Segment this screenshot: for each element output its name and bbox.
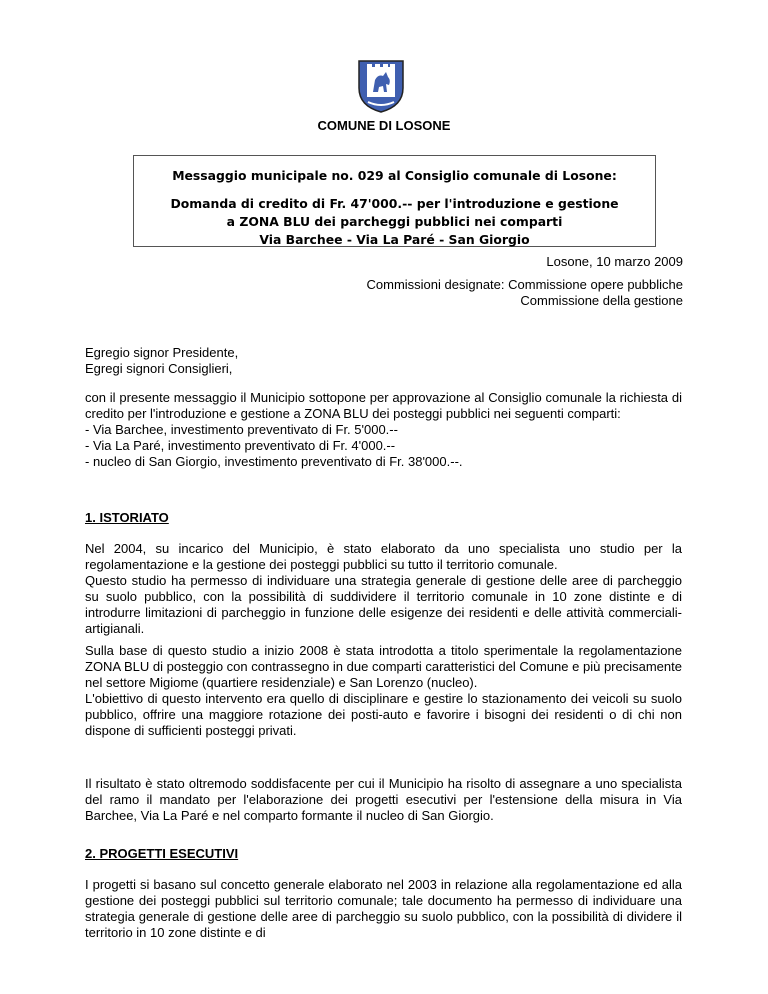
document-date: Losone, 10 marzo 2009 (546, 254, 683, 269)
intro-block (85, 390, 682, 470)
paragraph: Sulla base di questo studio a inizio 2008 è stata introdotta a titolo sperimentale la regolamentazione ZONA BLU di posteggio con contrassegno in due comparti caratteristici del Comune e più precisamente nel settore Migiome (quartiere residenziale) e San Lorenzo (nucleo). (85, 643, 682, 690)
section-istoriato-body (85, 541, 682, 637)
salutation-line: Egregio signor Presidente, (85, 345, 239, 360)
paragraph: Il risultato è stato oltremodo soddisfacente per cui il Municipio ha risolto di assegnare a uno specialista del ramo il mandato per l'elaborazione dei progetti esecutivi per l'estensione della misura in Via Barchee, Via La Paré e nel comparto formante il nucleo di San Giorgio. (85, 776, 682, 823)
salutation (85, 345, 682, 377)
paragraph: Nel 2004, su incarico del Municipio, è stato elaborato da uno specialista uno studio per la regolamentazione e la gestione dei posteggi pubblici su tutto il territorio comunale. (85, 541, 682, 572)
coat-of-arms-icon (356, 58, 406, 114)
message-number-line: Messaggio municipale no. 029 al Consiglio comunale di Losone: (172, 168, 617, 183)
intro-paragraph: con il presente messaggio il Municipio sottopone per approvazione al Consiglio comunale la richiesta di credito per l'introduzione e gestione a ZONA BLU dei posteggi pubblici nei seguenti comparti: (85, 390, 682, 421)
municipality-title: COMUNE DI LOSONE (317, 118, 451, 133)
credit-request-line: Via Barchee - Via La Paré - San Giorgio (259, 232, 530, 247)
credit-request-line: Domanda di credito di Fr. 47'000.-- per l'introduzione e gestione (170, 196, 619, 211)
section-heading-istoriato: 1. ISTORIATO (85, 510, 169, 525)
credit-request-title (134, 195, 655, 249)
paragraph: I progetti si basano sul concetto generale elaborato nel 2003 in relazione alla regolamentazione ed alla gestione dei posteggi pubblici sul territorio comunale; tale documento ha permesso di individuare una strategia generale di gestione delle aree di parcheggio su suolo pubblico, con la possibilità di dividere il territorio in 10 zone distinte e di (85, 877, 682, 940)
salutation-line: Egregi signori Consiglieri, (85, 361, 233, 376)
message-title-box (133, 155, 656, 247)
list-item: - Via Barchee, investimento preventivato di Fr. 5'000.-- (85, 422, 398, 437)
section-istoriato-body-3 (85, 776, 682, 824)
list-item: - Via La Paré, investimento preventivato di Fr. 4'000.-- (85, 438, 396, 453)
paragraph: L'obiettivo di questo intervento era quello di disciplinare e gestire lo stazionamento dei veicoli su suolo pubblico, offrire una maggiore rotazione dei posti-auto e favorire i bisogni dei residenti o di chi non dispone di sufficienti posteggi privati. (85, 691, 682, 738)
commission-line: Commissioni designate: Commissione opere pubbliche (366, 277, 683, 292)
section-istoriato-body-2 (85, 643, 682, 739)
designated-commissions (367, 277, 684, 309)
list-item: - nucleo di San Giorgio, investimento preventivato di Fr. 38'000.--. (85, 454, 463, 469)
section-progetti-body (85, 877, 682, 941)
paragraph: Questo studio ha permesso di individuare una strategia generale di gestione delle aree di parcheggio su suolo pubblico, con la possibilità di suddividere il territorio comunale in 10 zone distinte e di introdurre limitazioni di parcheggio in funzione delle esigenze dei residenti e delle attività commerciali-artigianali. (85, 573, 682, 636)
commission-line: Commissione della gestione (520, 293, 683, 308)
section-heading-progetti: 2. PROGETTI ESECUTIVI (85, 846, 239, 861)
credit-request-line: a ZONA BLU dei parcheggi pubblici nei comparti (226, 214, 563, 229)
